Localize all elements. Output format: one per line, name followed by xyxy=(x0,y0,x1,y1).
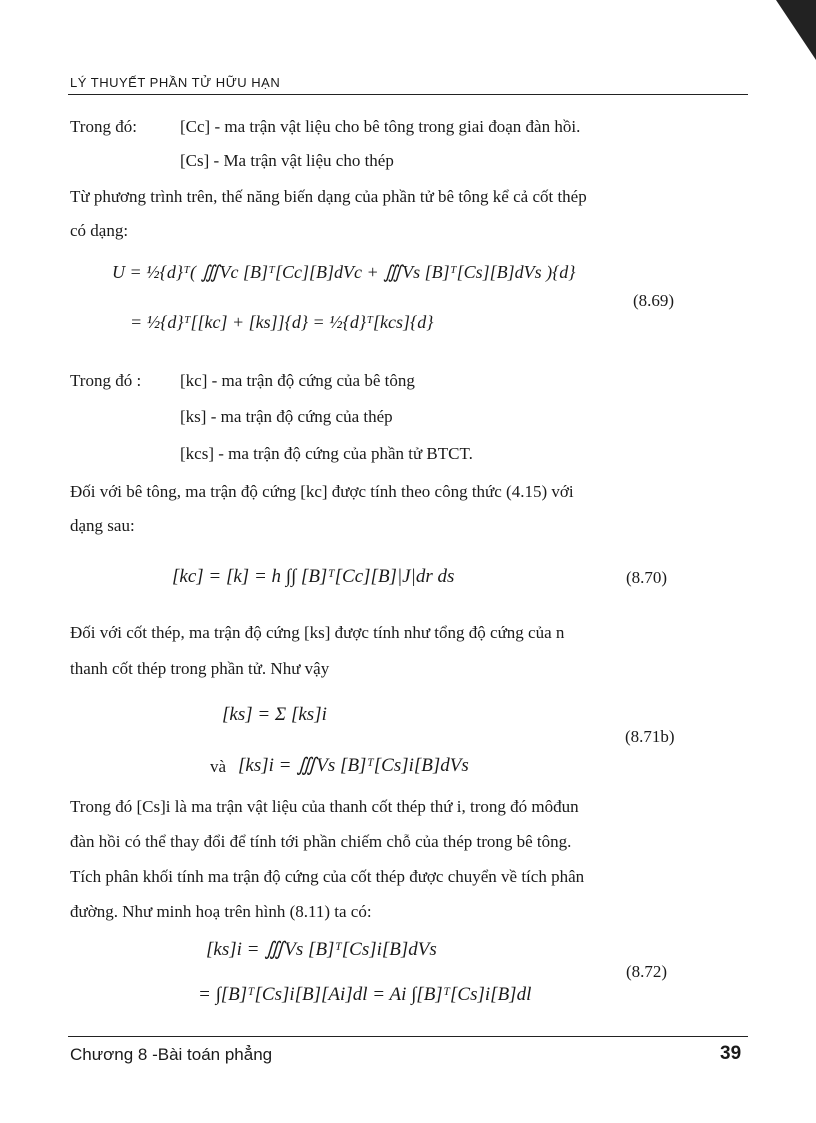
eq-8-70: [kc] = [k] = h ∫∫ [B]ᵀ[Cc][B]|J|dr ds xyxy=(172,566,455,587)
para6-line3: Tích phân khối tính ma trận độ cứng của cốt thép được chuyển về tích phân xyxy=(70,867,585,886)
eq-8-71b-line1: [ks] = Σ [ks]i xyxy=(222,704,327,725)
eq-8-69-number: (8.69) xyxy=(633,291,675,310)
para1-label: Trong đó: xyxy=(70,117,137,136)
eq-8-71b-prefix: và xyxy=(210,757,227,776)
scan-corner-mark xyxy=(776,0,816,60)
para5-line1: Đối với cốt thép, ma trận độ cứng [ks] được tính như tổng độ cứng của n xyxy=(70,623,565,642)
eq-8-71b-number: (8.71b) xyxy=(625,727,675,746)
footer-chapter: Chương 8 -Bài toán phẳng xyxy=(70,1045,273,1064)
para6-line4: đường. Như minh hoạ trên hình (8.11) ta có: xyxy=(70,902,372,921)
eq-8-70-number: (8.70) xyxy=(626,568,668,587)
running-header: LÝ THUYẾT PHẦN TỬ HỮU HẠN xyxy=(70,75,281,90)
para6-line1: Trong đó [Cs]i là ma trận vật liệu của thanh cốt thép thứ i, trong đó môđun xyxy=(70,797,579,816)
para3-label: Trong đó : xyxy=(70,371,142,390)
eq-8-72-line1: [ks]i = ∭Vs [B]ᵀ[Cs]i[B]dVs xyxy=(206,939,437,960)
footer-divider xyxy=(68,1036,748,1037)
para3-item1: [kc] - ma trận độ cứng của bê tông xyxy=(180,371,415,390)
para2-line2: có dạng: xyxy=(70,221,129,240)
page-number: 39 xyxy=(720,1043,742,1064)
para3-item2: [ks] - ma trận độ cứng của thép xyxy=(180,407,393,426)
para1-item2: [Cs] - Ma trận vật liệu cho thép xyxy=(180,151,394,170)
eq-8-72-line2: = ∫[B]ᵀ[Cs]i[B][Ai]dl = Ai ∫[B]ᵀ[Cs]i[B]dl xyxy=(198,984,532,1005)
header-divider xyxy=(68,94,748,95)
para3-item3: [kcs] - ma trận độ cứng của phần tử BTCT. xyxy=(180,444,473,463)
para2-line1: Từ phương trình trên, thế năng biến dạng của phần tử bê tông kể cả cốt thép xyxy=(70,187,587,206)
para4-line2: dạng sau: xyxy=(70,516,135,535)
para4-line1: Đối với bê tông, ma trận độ cứng [kc] được tính theo công thức (4.15) với xyxy=(70,482,574,501)
eq-8-69-line1: U = ½{d}ᵀ( ∭Vc [B]ᵀ[Cc][B]dVc + ∭Vs [B]ᵀ[Cs][B]dVs ){d} xyxy=(112,262,576,282)
eq-8-71b-line2: [ks]i = ∭Vs [B]ᵀ[Cs]i[B]dVs xyxy=(238,755,469,776)
para1-item1: [Cc] - ma trận vật liệu cho bê tông trong giai đoạn đàn hồi. xyxy=(180,117,581,136)
para6-line2: đàn hồi có thể thay đổi để tính tới phần chiếm chỗ của thép trong bê tông. xyxy=(70,832,572,851)
para5-line2: thanh cốt thép trong phần tử. Như vậy xyxy=(70,659,330,678)
eq-8-69-line2: = ½{d}ᵀ[[kc] + [ks]]{d} = ½{d}ᵀ[kcs]{d} xyxy=(130,312,434,332)
eq-8-72-number: (8.72) xyxy=(626,962,668,981)
